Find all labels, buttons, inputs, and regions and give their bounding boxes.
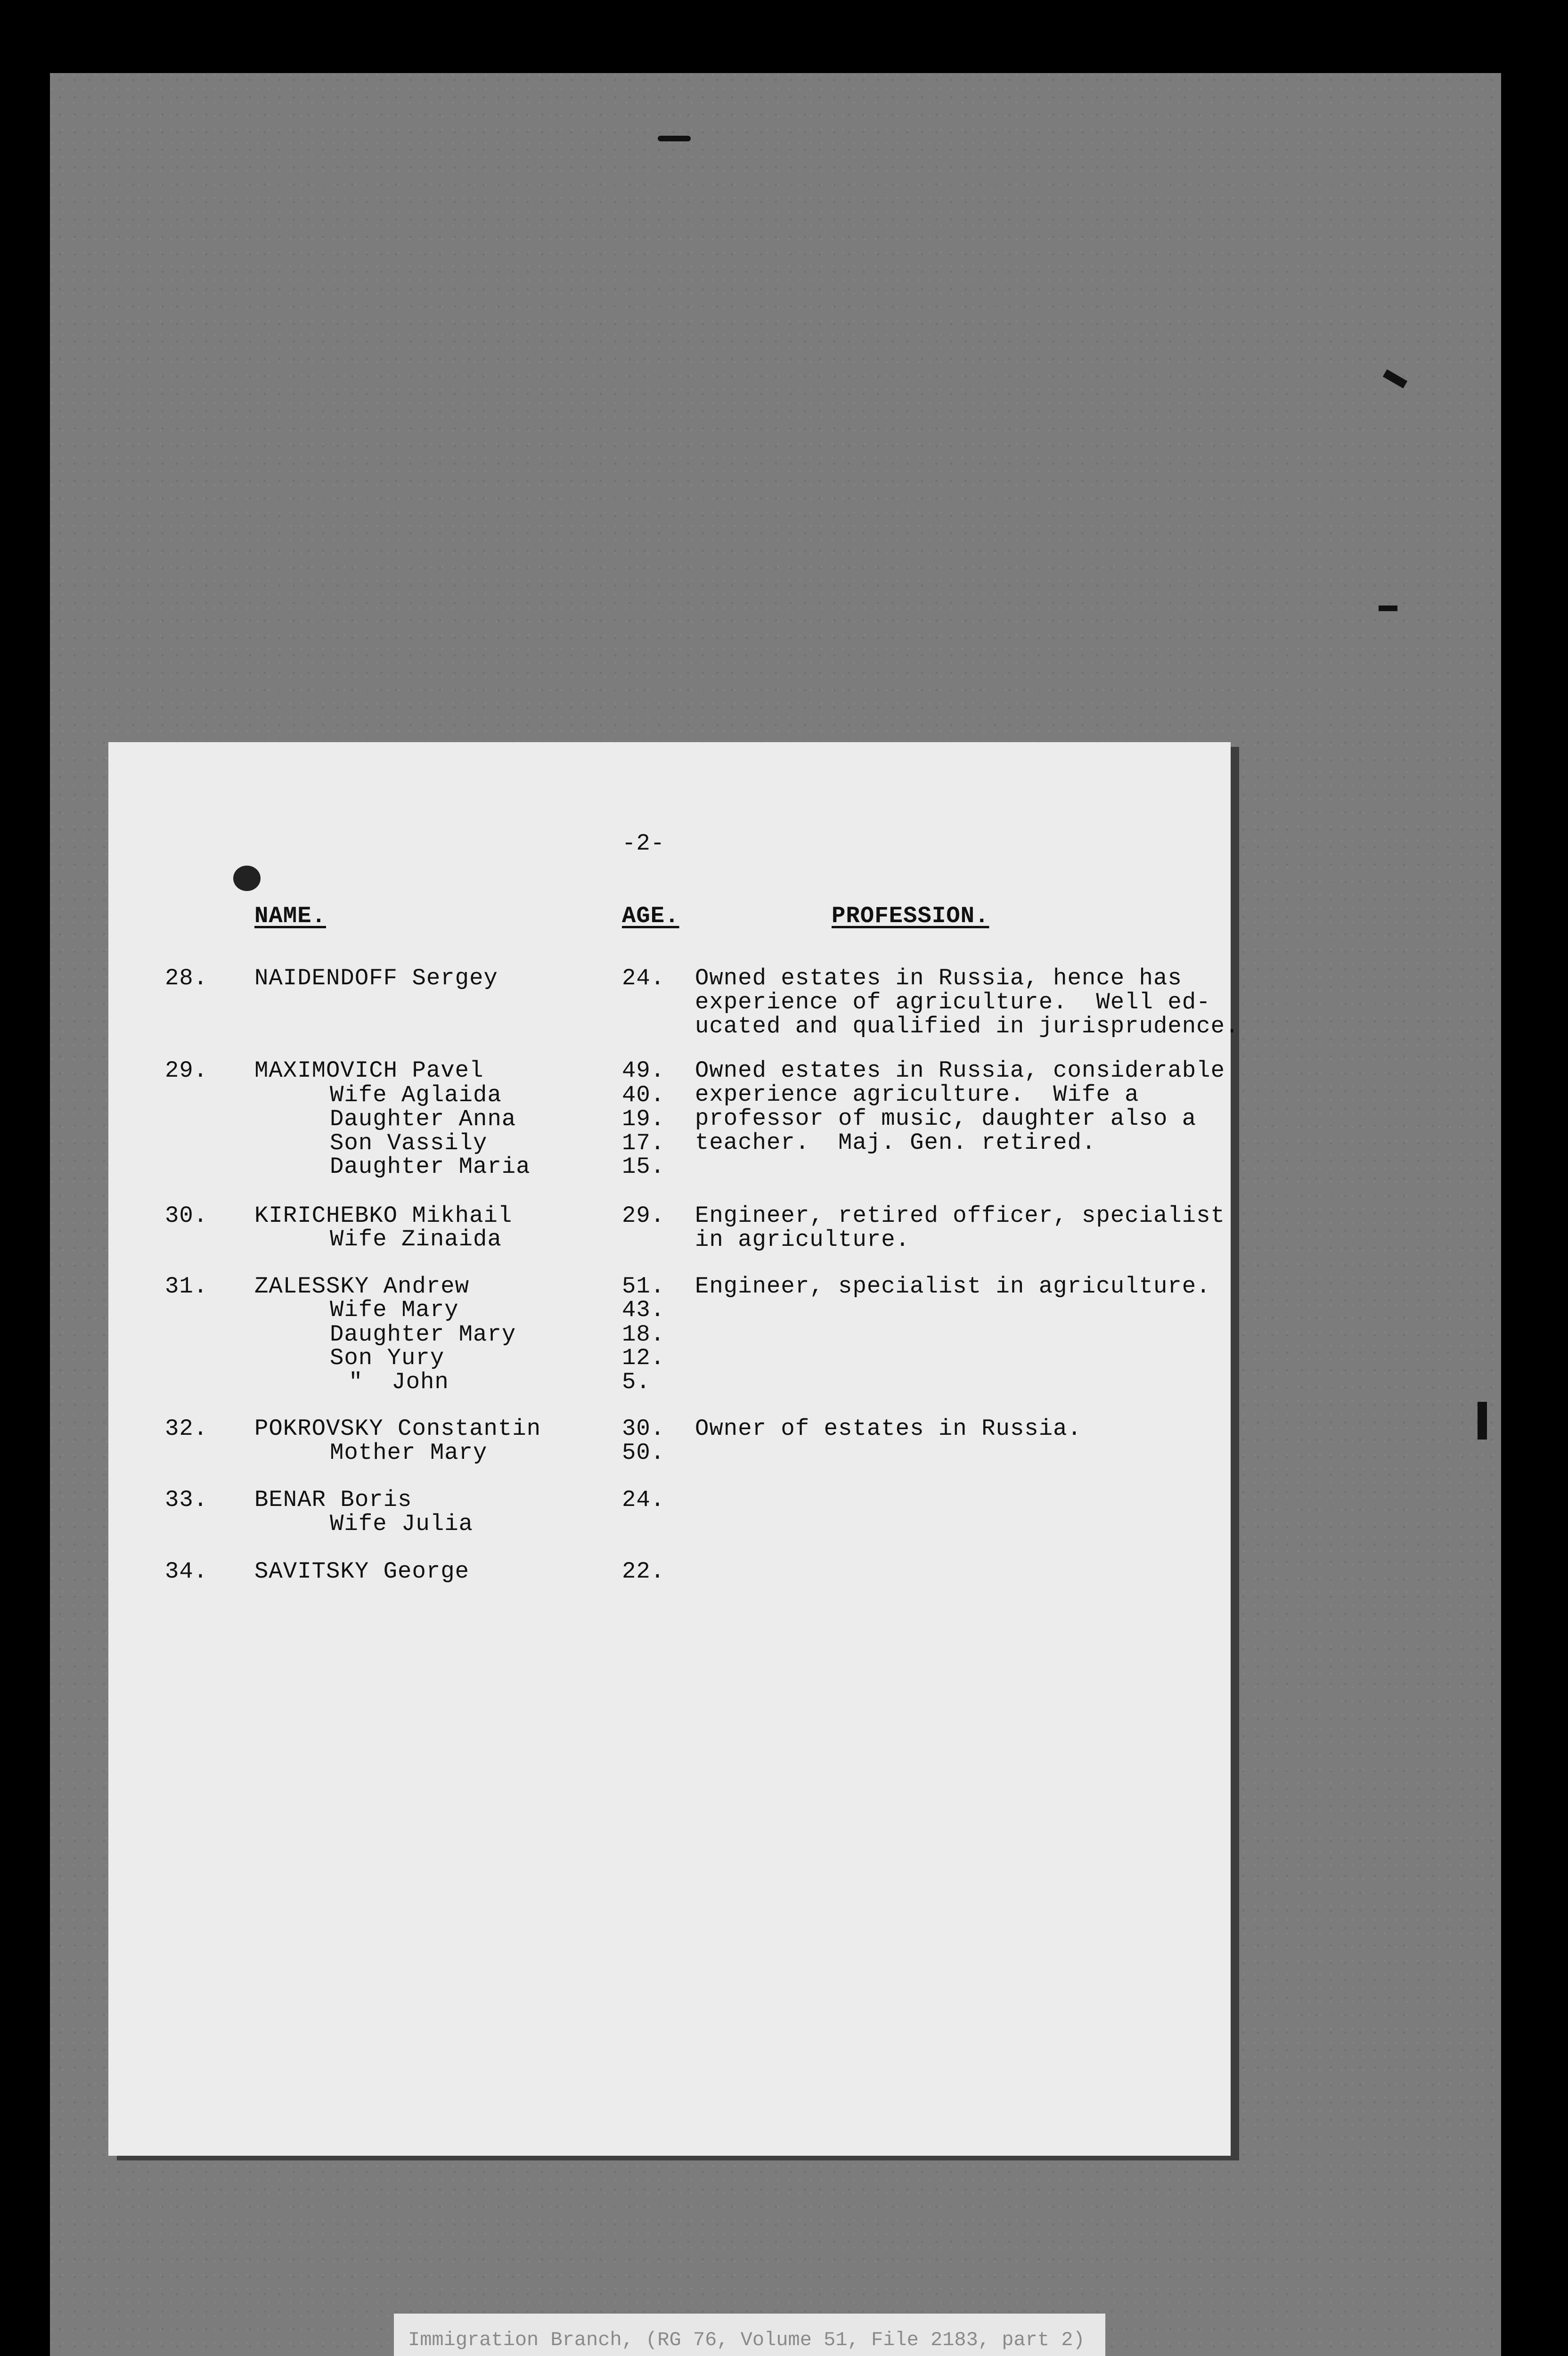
- entry-name: NAIDENDOFF Sergey: [254, 965, 498, 991]
- entry-age: 15.: [622, 1153, 665, 1180]
- entry-name: Daughter Mary: [330, 1321, 516, 1348]
- entry-name: Wife Mary: [330, 1297, 459, 1323]
- entry-profession-line: experience agriculture. Wife a: [695, 1081, 1139, 1108]
- entry-profession-line: Owned estates in Russia, considerable: [695, 1057, 1225, 1084]
- entry-number: 34.: [165, 1558, 208, 1585]
- entry-age: 22.: [622, 1558, 665, 1585]
- entry-age: 51.: [622, 1273, 665, 1300]
- entry-name: BENAR Boris: [254, 1487, 412, 1513]
- entry-age: 30.: [622, 1415, 665, 1442]
- entry-name: Daughter Anna: [330, 1106, 516, 1132]
- entry-age: 50.: [622, 1440, 665, 1466]
- entry-name: KIRICHEBKO Mikhail: [254, 1203, 513, 1229]
- entry-name: Son Vassily: [330, 1130, 488, 1156]
- entry-age: 17.: [622, 1130, 665, 1156]
- entry-name: MAXIMOVICH Pavel: [254, 1057, 484, 1084]
- ink-blot: [233, 866, 261, 891]
- entry-profession-line: Engineer, specialist in agriculture.: [695, 1273, 1211, 1300]
- header-name: NAME.: [254, 903, 327, 929]
- entry-profession-line: Owner of estates in Russia.: [695, 1415, 1082, 1442]
- entry-profession-line: professor of music, daughter also a: [695, 1105, 1197, 1132]
- header-profession: PROFESSION.: [832, 903, 989, 929]
- header-age: AGE.: [622, 903, 679, 929]
- entry-profession-line: Engineer, retired officer, specialist: [695, 1203, 1225, 1229]
- entry-age: 40.: [622, 1082, 665, 1108]
- entry-number: 33.: [165, 1487, 208, 1513]
- entry-age: 19.: [622, 1106, 665, 1132]
- entry-age: 49.: [622, 1057, 665, 1084]
- tape-mark: [1379, 605, 1397, 611]
- entry-age: 12.: [622, 1345, 665, 1371]
- entry-number: 32.: [165, 1415, 208, 1442]
- entry-number: 29.: [165, 1057, 208, 1084]
- entry-profession-line: ucated and qualified in jurisprudence.: [695, 1013, 1240, 1039]
- entry-profession-line: experience of agriculture. Well ed-: [695, 989, 1211, 1015]
- entry-age: 18.: [622, 1321, 665, 1348]
- entry-number: 30.: [165, 1203, 208, 1229]
- tape-mark: [1478, 1402, 1487, 1440]
- entry-name: Mother Mary: [330, 1440, 488, 1466]
- entry-profession-line: in agriculture.: [695, 1227, 910, 1253]
- entry-name: Son Yury: [330, 1345, 445, 1371]
- entry-age: 5.: [622, 1369, 651, 1395]
- entry-age: 43.: [622, 1297, 665, 1323]
- typed-document-page: [108, 742, 1240, 2156]
- caption-text: Immigration Branch, (RG 76, Volume 51, File 2183, part 2): [408, 2329, 1085, 2351]
- entry-name: POKROVSKY Constantin: [254, 1415, 541, 1442]
- entry-name: Wife Aglaida: [330, 1082, 502, 1108]
- entry-name: SAVITSKY George: [254, 1558, 470, 1585]
- entry-profession-line: teacher. Maj. Gen. retired.: [695, 1129, 1096, 1156]
- tape-mark: [658, 136, 691, 141]
- entry-name: " John: [349, 1369, 449, 1395]
- entry-age: 29.: [622, 1203, 665, 1229]
- entry-name: Wife Julia: [330, 1511, 474, 1537]
- entry-number: 28.: [165, 965, 208, 991]
- entry-number: 31.: [165, 1273, 208, 1300]
- entry-name: Daughter Maria: [330, 1153, 531, 1180]
- entry-profession-line: Owned estates in Russia, hence has: [695, 965, 1182, 991]
- page-number: -2-: [622, 830, 665, 857]
- entry-name: Wife Zinaida: [330, 1226, 502, 1252]
- archive-caption-label: [394, 2314, 1105, 2356]
- tape-mark: [1383, 369, 1407, 389]
- entry-age: 24.: [622, 965, 665, 991]
- entry-name: ZALESSKY Andrew: [254, 1273, 470, 1300]
- entry-age: 24.: [622, 1487, 665, 1513]
